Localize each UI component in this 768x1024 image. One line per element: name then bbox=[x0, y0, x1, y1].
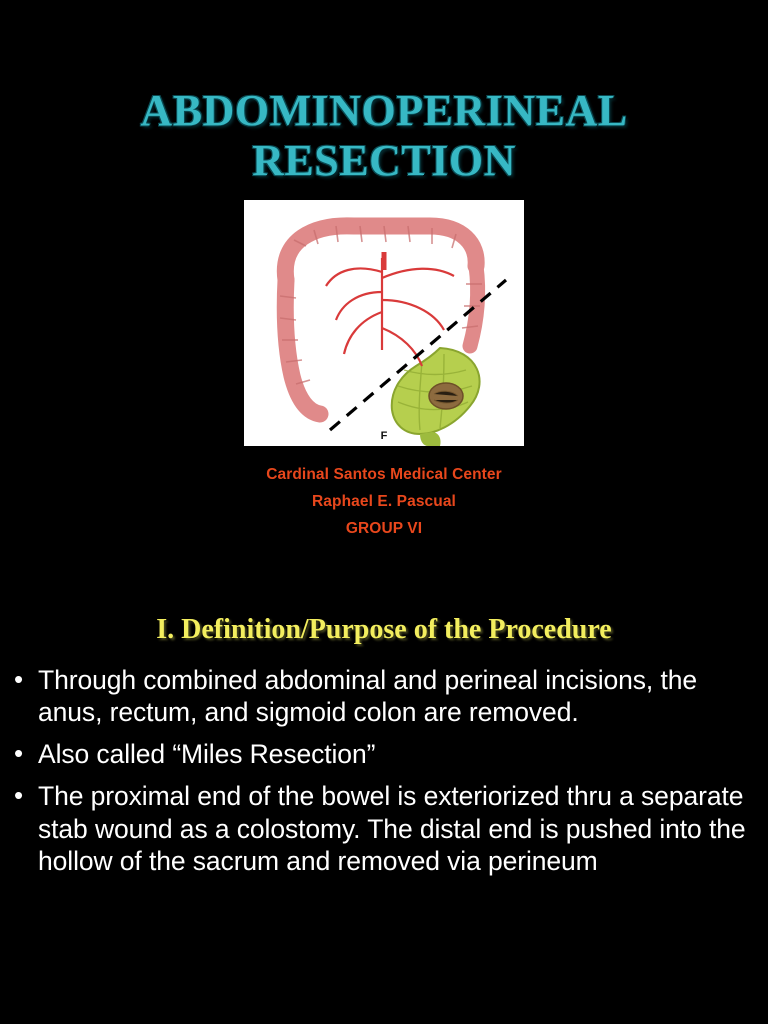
credits-block bbox=[0, 462, 768, 542]
title-line-2: RESECTION bbox=[252, 136, 516, 186]
list-item-text: Also called “Miles Resection” bbox=[38, 739, 376, 770]
credit-group: GROUP VI bbox=[345, 519, 423, 537]
anatomy-illustration bbox=[244, 200, 524, 446]
list-item bbox=[14, 738, 754, 770]
bullet-marker-icon: • bbox=[14, 780, 24, 811]
list-item bbox=[14, 664, 754, 728]
bullet-marker-icon: • bbox=[14, 664, 24, 695]
list-item-text: The proximal end of the bowel is exteriorized thru a separate stab wound as a colostomy. The distal end is pushed into the hollow of the sacrum and removed via perineum bbox=[38, 781, 746, 876]
figure-caption: F bbox=[380, 430, 388, 443]
bullet-marker-icon: • bbox=[14, 738, 24, 769]
bullet-list bbox=[0, 664, 768, 876]
credit-institution: Cardinal Santos Medical Center bbox=[266, 466, 502, 484]
list-item bbox=[14, 780, 754, 876]
colon-rectum-anatomy-diagram bbox=[244, 200, 524, 446]
title-line-1: ABDOMINOPERINEAL bbox=[140, 86, 628, 135]
section-heading: I. Definition/Purpose of the Procedure bbox=[156, 614, 612, 646]
slide-title bbox=[0, 0, 768, 186]
credit-author: Raphael E. Pascual bbox=[312, 492, 456, 510]
list-item-text: Through combined abdominal and perineal incisions, the anus, rectum, and sigmoid colon are removed. bbox=[38, 665, 697, 728]
